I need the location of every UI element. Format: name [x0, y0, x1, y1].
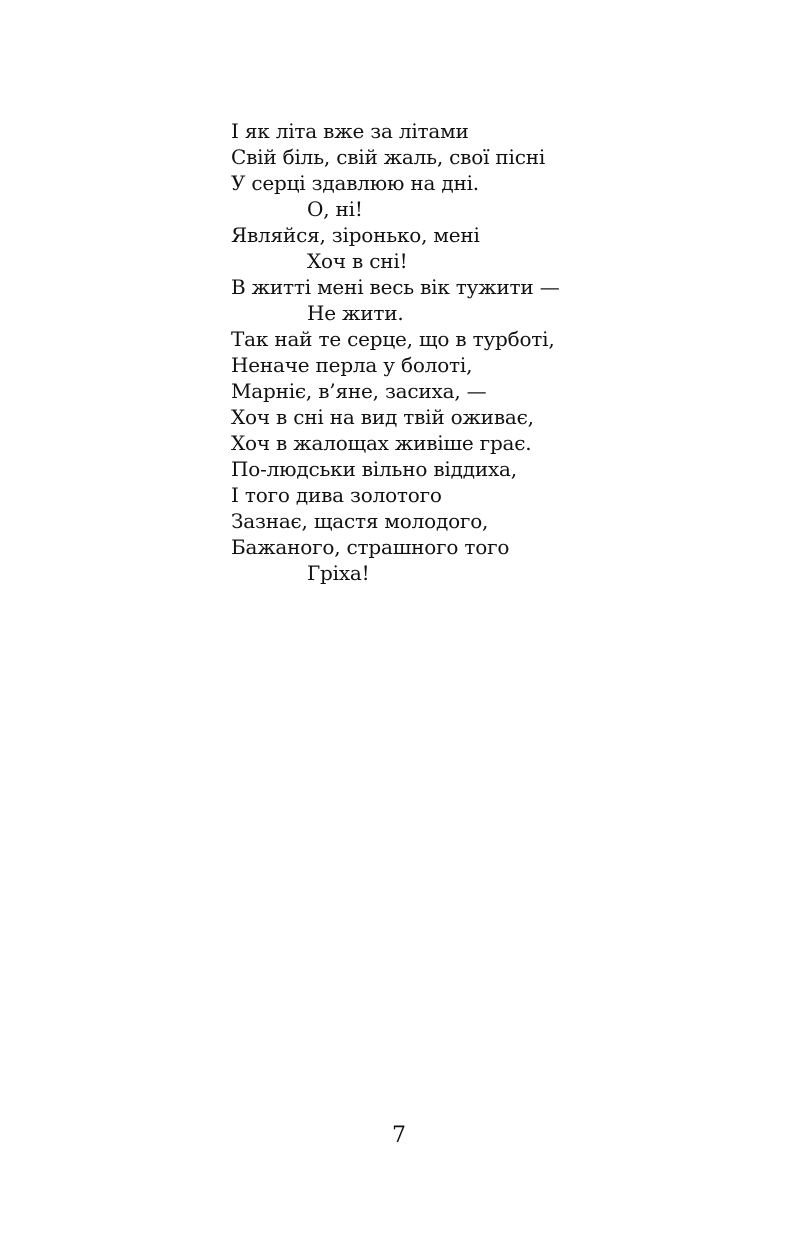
poem-line: Свій біль, свій жаль, свої пісні	[231, 145, 546, 169]
poem-line: В житті мені весь вік тужити —	[231, 275, 560, 299]
poem-line: Так най те серце, що в турботі,	[231, 327, 555, 351]
poem-text	[231, 118, 560, 586]
poem-line: І як літа вже за літами	[231, 119, 469, 143]
poem-line: Хоч в жалощах живіше грає.	[231, 431, 532, 455]
poem-line: Хоч в сні на вид твій оживає,	[231, 405, 534, 429]
poem-line: Марніє, в’яне, засиха, —	[231, 379, 487, 403]
poem-line-indented: Хоч в сні!	[307, 249, 408, 273]
poem-line-indented: О, ні!	[307, 197, 363, 221]
poem-line: Зазнає, щастя молодого,	[231, 509, 489, 533]
page-number: 7	[392, 1123, 406, 1148]
poem-line: І того дива золотого	[231, 483, 442, 507]
poem-line: По-людськи вільно віддиха,	[231, 457, 517, 481]
poem-line: Являйся, зіронько, мені	[231, 223, 480, 247]
poem-line: Неначе перла у болоті,	[231, 353, 473, 377]
poem-line: У серці здавлюю на дні.	[231, 171, 479, 195]
poem-line-indented: Гріха!	[307, 561, 370, 585]
poem-line: Бажаного, страшного того	[231, 535, 510, 559]
poem-line-indented: Не жити.	[307, 301, 404, 325]
